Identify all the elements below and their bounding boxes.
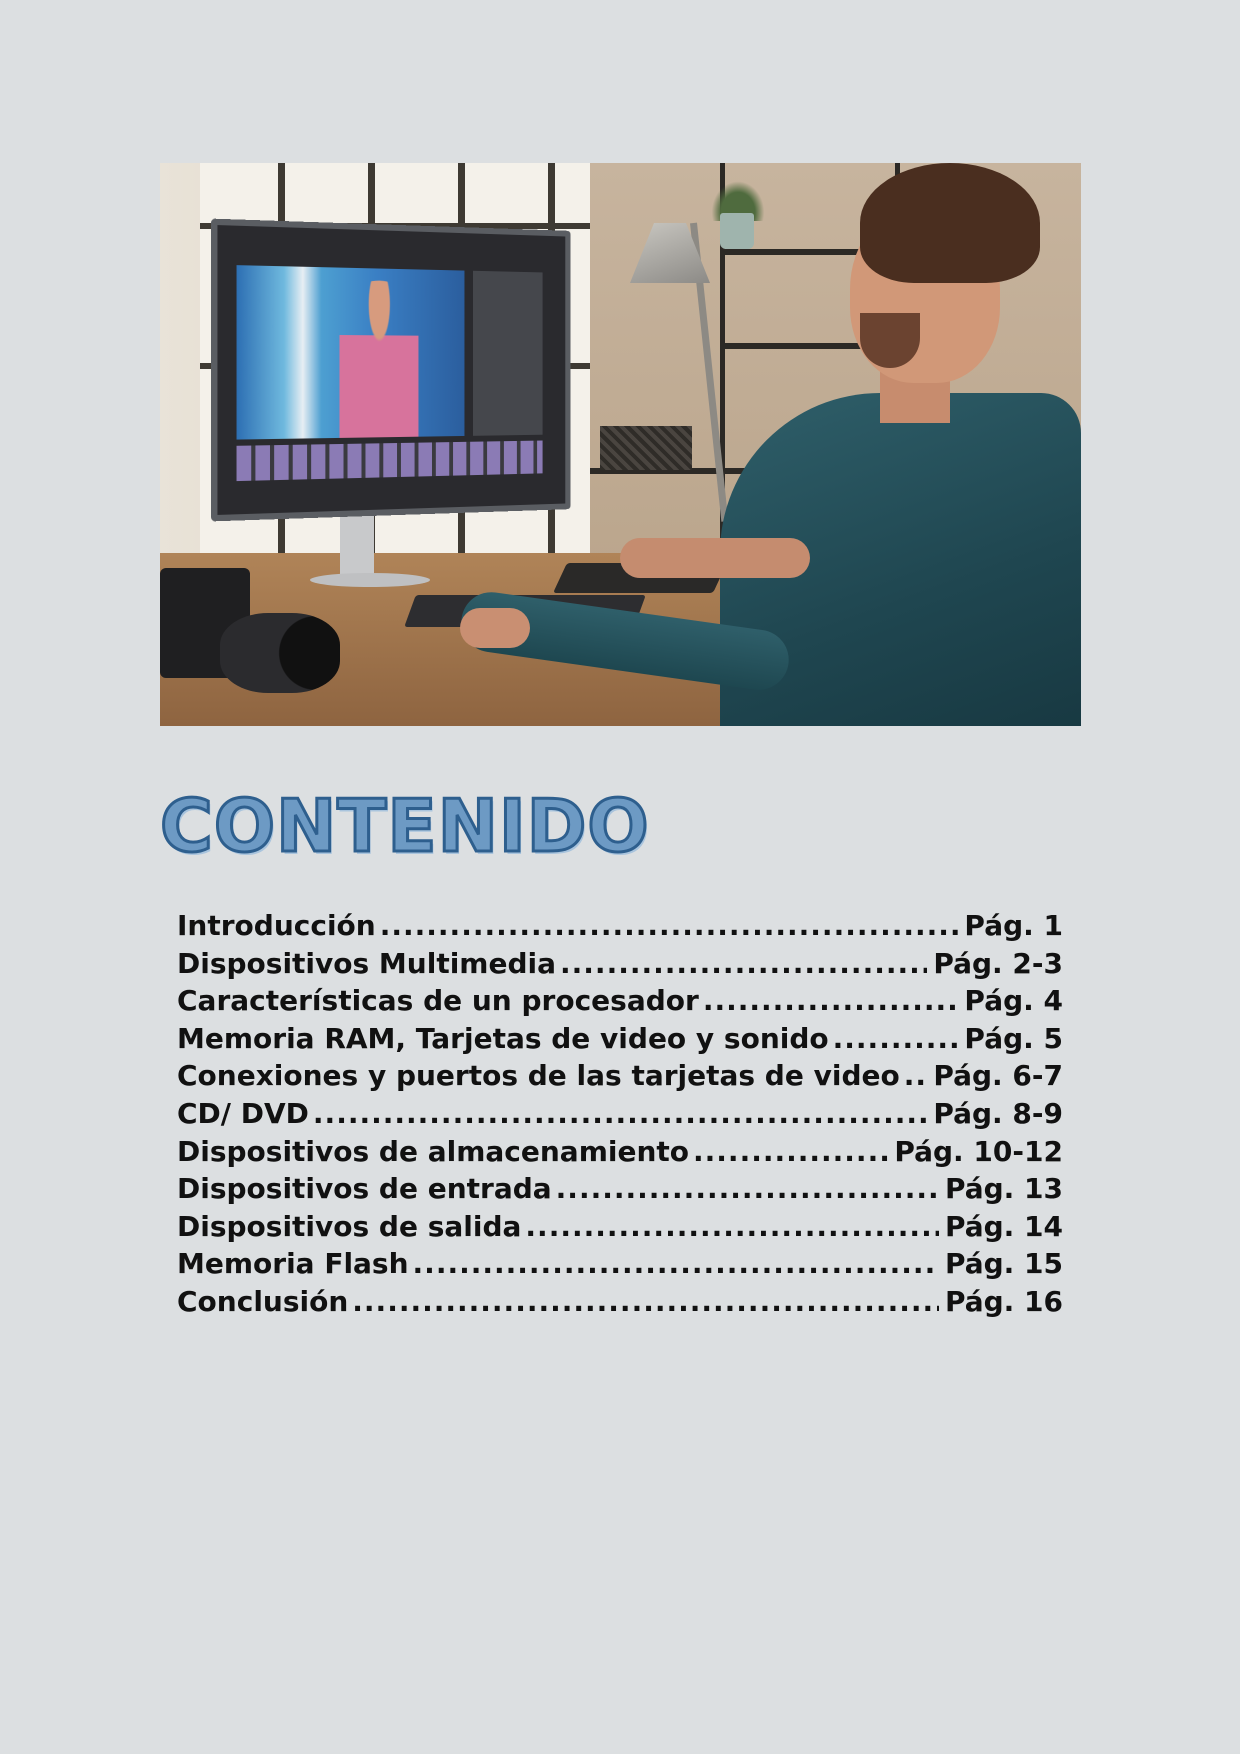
- toc-leader-dots: [904, 1059, 928, 1092]
- toc-entry-page: Pág. 14: [944, 1209, 1063, 1243]
- person-hand: [460, 608, 530, 648]
- toc-entry: [177, 984, 1063, 1022]
- screen-portrait: [339, 280, 418, 438]
- toc-leader-dots: [313, 1097, 927, 1130]
- toc-leader-dots: [525, 1210, 939, 1243]
- toc-entry-page: Pág. 2-3: [933, 946, 1063, 980]
- toc-leader-dots: [556, 1172, 939, 1205]
- monitor-stand-base: [310, 573, 430, 587]
- basket: [600, 426, 692, 470]
- toc-leader-dots: [703, 984, 959, 1017]
- toc-entry-page: Pág. 16: [944, 1284, 1063, 1318]
- toc-entry-title: Memoria RAM, Tarjetas de video y sonido: [177, 1021, 829, 1055]
- toc-entry-title: Características de un procesador: [177, 984, 699, 1018]
- toc-entry: [177, 909, 1063, 947]
- toc-entry-page: Pág. 5: [964, 1021, 1063, 1055]
- toc-entry-title: Dispositivos de almacenamiento: [177, 1134, 690, 1168]
- toc-leader-dots: [833, 1022, 959, 1055]
- toc-leader-dots: [693, 1135, 888, 1168]
- person-hair: [860, 163, 1040, 283]
- plant-pot: [720, 213, 754, 249]
- toc-entry: [177, 1135, 1063, 1173]
- toc-entry-page: Pág. 10-12: [894, 1134, 1063, 1168]
- toc-entry: [177, 947, 1063, 985]
- toc-entry: [177, 1285, 1063, 1323]
- toc-entry-title: Conclusión: [177, 1284, 349, 1318]
- toc-entry-title: Introducción: [177, 909, 376, 942]
- toc-entry-page: Pág. 15: [944, 1247, 1063, 1281]
- toc-entry: [177, 1097, 1063, 1135]
- screen-filmstrip: [237, 441, 543, 482]
- toc-entry-title: Dispositivos de entrada: [177, 1172, 552, 1206]
- camera-lens: [220, 613, 340, 693]
- screen-side-panel: [473, 271, 543, 436]
- hero-photo: [160, 163, 1081, 726]
- toc-leader-dots: [380, 909, 959, 942]
- toc-entry: [177, 1022, 1063, 1060]
- toc-leader-dots: [413, 1247, 939, 1280]
- toc-entry: [177, 1172, 1063, 1210]
- monitor: [211, 219, 571, 522]
- toc-entry: [177, 1059, 1063, 1097]
- toc-entry-page: Pág. 1: [964, 909, 1063, 942]
- toc-entry-page: Pág. 6-7: [933, 1059, 1063, 1093]
- table-of-contents: [177, 909, 1063, 1323]
- toc-entry-title: Dispositivos de salida: [177, 1209, 522, 1243]
- page-title: CONTENIDO: [160, 784, 650, 868]
- toc-entry-title: Memoria Flash: [177, 1247, 409, 1281]
- toc-leader-dots: [352, 1285, 939, 1318]
- toc-entry-title: CD/ DVD: [177, 1096, 309, 1130]
- toc-entry: [177, 1210, 1063, 1248]
- toc-entry-title: Conexiones y puertos de las tarjetas de video: [177, 1059, 900, 1093]
- toc-entry-page: Pág. 8-9: [933, 1096, 1063, 1130]
- toc-entry-title: Dispositivos Multimedia: [177, 946, 557, 980]
- toc-entry-page: Pág. 13: [944, 1172, 1063, 1206]
- person-forearm: [620, 538, 810, 578]
- toc-leader-dots: [560, 947, 927, 980]
- toc-entry-page: Pág. 4: [964, 984, 1063, 1018]
- toc-entry: [177, 1247, 1063, 1285]
